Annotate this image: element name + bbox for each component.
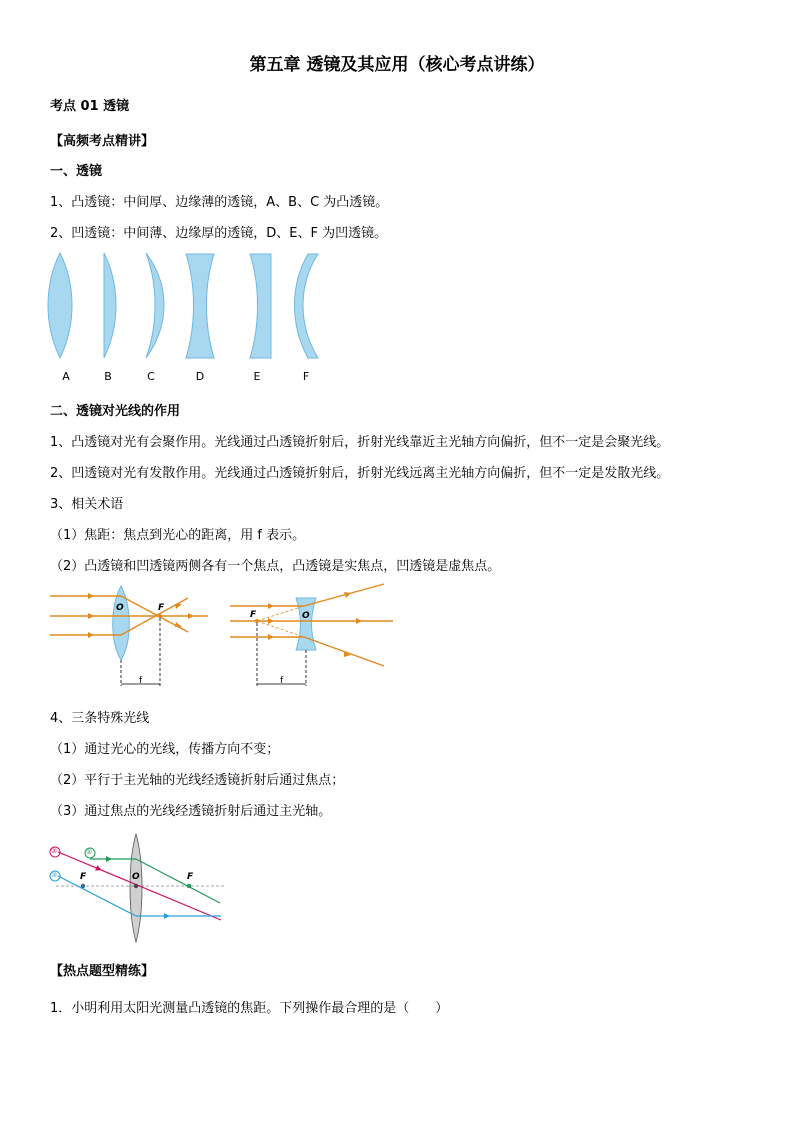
convex-effect-text: 1、凸透镜对光有会聚作用。光线通过凸透镜折射后，折射光线靠近主光轴方向偏折，但不一定是会聚光线。 bbox=[50, 435, 670, 450]
convex-lens-shape bbox=[113, 586, 130, 660]
convex-focal-length-label: f bbox=[139, 676, 143, 686]
convex-definition: 1、凸透镜：中间厚、边缘薄的透镜，A、B、C 为凸透镜。 bbox=[50, 195, 389, 210]
concave-definition: 2、凹透镜：中间薄、边缘厚的透镜，D、E、F 为凹透镜。 bbox=[50, 226, 388, 241]
term-focal-length: （1）焦距：焦点到光心的距离，用 f 表示。 bbox=[50, 528, 306, 543]
bracket-heading-high-frequency: 【高频考点精讲】 bbox=[50, 134, 155, 149]
concave-optical-center-label: O bbox=[302, 611, 310, 621]
lens-a-biconvex bbox=[48, 253, 72, 358]
concave-focal-length-label: f bbox=[280, 676, 284, 686]
terms-heading: 3、相关术语 bbox=[50, 497, 124, 512]
special-rays-diagram bbox=[46, 832, 231, 944]
lens-f-meniscus-concave bbox=[295, 254, 319, 358]
part1-heading: 一、透镜 bbox=[50, 164, 103, 179]
ray-rule-1: （1）通过光心的光线，传播方向不变； bbox=[50, 742, 280, 757]
ray-2-marker: ② bbox=[51, 847, 58, 855]
ray-rule-3: （3）通过焦点的光线经透镜折射后通过主光轴。 bbox=[50, 804, 332, 819]
ray-1-marker: ① bbox=[86, 848, 93, 856]
rays-optical-center-label: O bbox=[132, 872, 140, 882]
rays-right-focus-label: F bbox=[187, 872, 194, 882]
lens-c-meniscus-convex bbox=[146, 253, 164, 358]
concave-lens-diagram bbox=[228, 582, 398, 692]
lens-b-plano-convex bbox=[104, 253, 116, 358]
lens-label-f: F bbox=[302, 370, 310, 383]
section-heading: 考点 01 透镜 bbox=[50, 99, 130, 114]
convex-lens-diagram bbox=[48, 582, 218, 692]
term-focal-points: （2）凸透镜和凹透镜两侧各有一个焦点，凸透镜是实焦点，凹透镜是虚焦点。 bbox=[50, 559, 501, 574]
lens-label-b: B bbox=[104, 370, 112, 383]
bracket-heading-hot-topics: 【热点题型精练】 bbox=[50, 964, 155, 979]
rays-left-focus-label: F bbox=[80, 872, 87, 882]
concave-focus-label: F bbox=[250, 610, 257, 620]
lens-d-biconcave bbox=[186, 254, 214, 358]
page-title: 第五章 透镜及其应用（核心考点讲练） bbox=[249, 55, 545, 75]
lens-shapes-figure bbox=[40, 250, 340, 362]
convex-focus-label: F bbox=[158, 603, 165, 613]
ray-rule-2: （2）平行于主光轴的光线经透镜折射后通过焦点； bbox=[50, 773, 345, 788]
lens-e-plano-concave bbox=[250, 254, 271, 358]
lens-label-c: C bbox=[147, 370, 155, 383]
rays-heading: 4、三条特殊光线 bbox=[50, 711, 150, 726]
focal-point-dot bbox=[158, 614, 162, 618]
lens-label-a: A bbox=[62, 370, 70, 383]
part2-heading: 二、透镜对光线的作用 bbox=[50, 404, 181, 419]
lens-label-e: E bbox=[253, 370, 261, 383]
ray-3-marker: ③ bbox=[51, 871, 58, 879]
question-1: 1．小明利用太阳光测量凸透镜的焦距。下列操作最合理的是（ ） bbox=[50, 1001, 449, 1016]
convex-optical-center-label: O bbox=[116, 603, 124, 613]
concave-effect-text: 2、凹透镜对光有发散作用。光线通过凸透镜折射后，折射光线远离主光轴方向偏折，但不一定是发散光线。 bbox=[50, 466, 670, 481]
lens-label-d: D bbox=[195, 370, 205, 383]
